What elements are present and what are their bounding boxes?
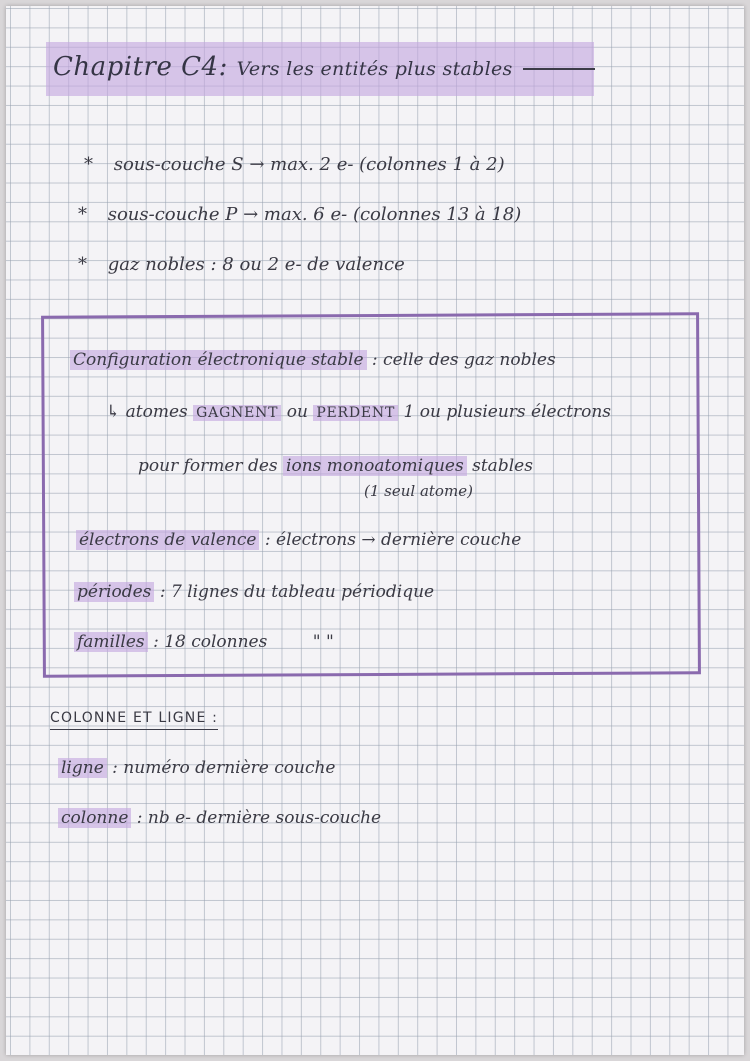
periods-term: périodes — [74, 582, 154, 602]
families-term: familles — [74, 632, 148, 652]
bullet-text: gaz nobles : 8 ou 2 e- de valence — [107, 254, 405, 275]
ions-note: (1 seul atome) — [364, 482, 473, 500]
arrow-symbol: ↳ — [106, 402, 121, 422]
bullet-symbol: * — [78, 254, 87, 275]
chapter-subject: Vers les entités plus stables — [236, 58, 513, 80]
column-definition-line — [58, 808, 381, 828]
ditto-marks: " " — [312, 632, 334, 652]
column-definition: : nb e- dernière sous-couche — [136, 808, 382, 828]
column-term: colonne — [58, 808, 131, 828]
stable-config-line — [70, 350, 556, 370]
bullet-p-subshell — [78, 204, 521, 225]
title-underline-mark — [523, 68, 595, 70]
ions-prefix: pour former des — [138, 456, 278, 476]
stable-config-definition: : celle des gaz nobles — [371, 350, 556, 370]
chapter-title — [53, 52, 513, 82]
or-text: ou — [286, 402, 308, 422]
row-definition-line — [58, 758, 336, 778]
row-term: ligne — [58, 758, 107, 778]
bullet-text: sous-couche S → max. 2 e- (colonnes 1 à 2) — [113, 154, 505, 175]
bullet-text: sous-couche P → max. 6 e- (colonnes 13 à 18) — [107, 204, 522, 225]
electrons-text: 1 ou plusieurs électrons — [403, 402, 611, 422]
gain-term: GAGNENT — [193, 405, 281, 421]
notebook-page — [6, 6, 744, 1055]
families-line — [74, 632, 334, 652]
bullet-symbol: * — [78, 204, 87, 225]
lose-term: PERDENT — [313, 405, 398, 421]
chapter-number: Chapitre C4: — [53, 52, 228, 82]
bullet-noble-gases — [78, 254, 405, 275]
families-definition: : 18 colonnes — [153, 632, 268, 652]
bullet-s-subshell — [84, 154, 505, 175]
valence-term: électrons de valence — [76, 530, 259, 550]
bullet-symbol: * — [84, 154, 93, 175]
valence-definition: : électrons → dernière couche — [264, 530, 522, 550]
periods-line — [74, 582, 434, 602]
periods-definition: : 7 lignes du tableau périodique — [159, 582, 435, 602]
section-heading: COLONNE ET LIGNE : — [50, 710, 218, 730]
ions-suffix: stables — [472, 456, 533, 476]
row-definition: : numéro dernière couche — [112, 758, 336, 778]
stable-config-term: Configuration électronique stable — [70, 350, 367, 370]
monoatomic-ions-term: ions monoatomiques — [283, 456, 467, 476]
atoms-gain-lose-line — [106, 402, 611, 422]
atoms-text: atomes — [125, 402, 188, 422]
ions-line — [138, 456, 533, 476]
valence-line — [76, 530, 521, 550]
